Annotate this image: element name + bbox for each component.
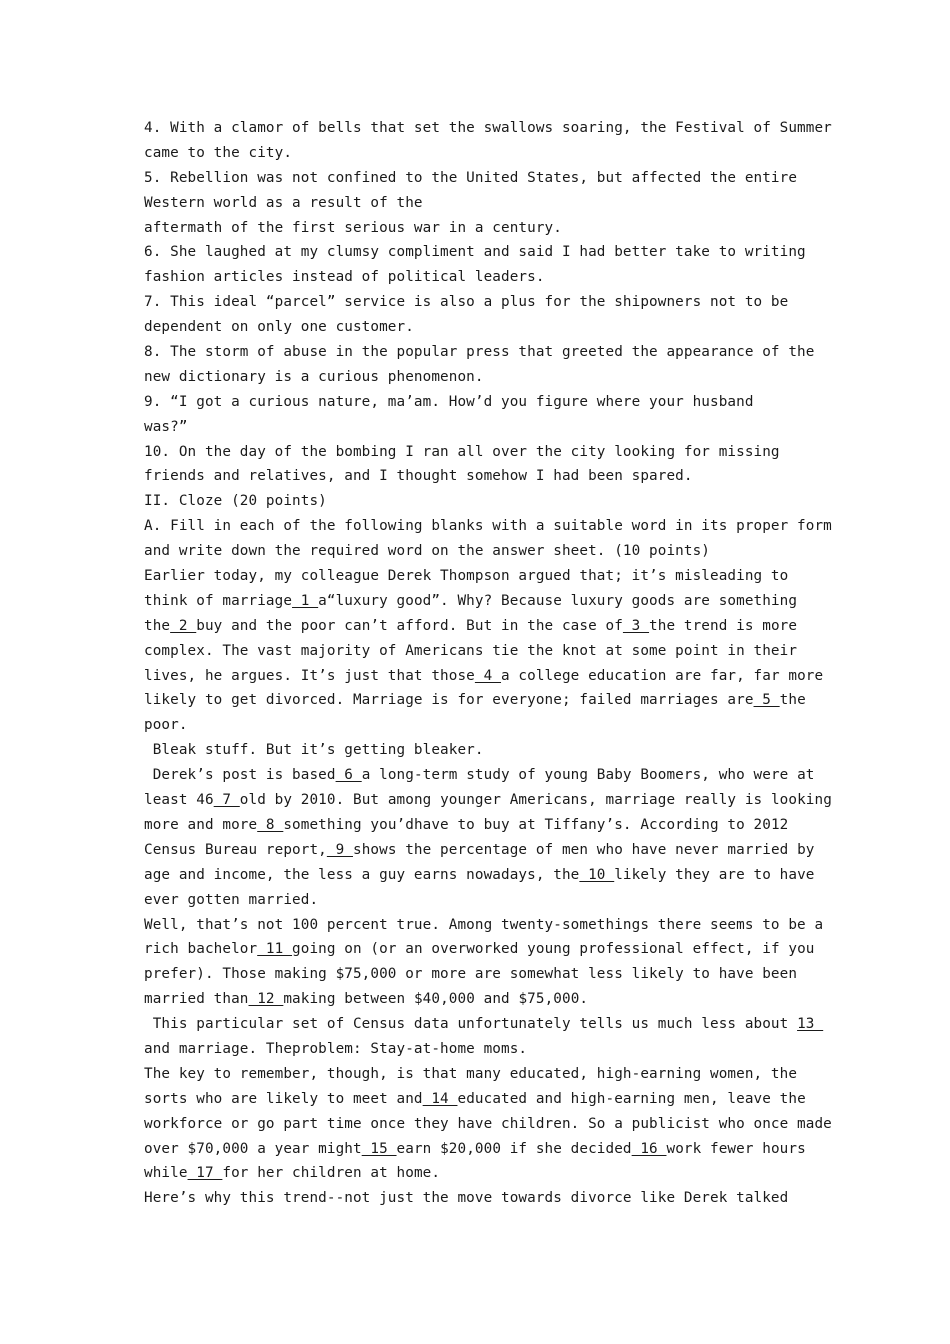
text-line xyxy=(144,937,814,962)
text-line xyxy=(144,390,814,415)
answer-blank: 2 xyxy=(170,617,197,634)
text-line xyxy=(144,315,814,340)
text-line xyxy=(144,141,814,166)
answer-blank: 3 xyxy=(622,617,650,634)
text-segment: The key to remember, though, is that many educated, high-earning women, the xyxy=(144,1065,798,1082)
text-line xyxy=(144,216,814,241)
text-line xyxy=(144,539,814,564)
text-segment: least 46 xyxy=(144,792,214,809)
text-segment: 6. She laughed at my clumsy compliment and said I had better take to writing xyxy=(144,244,806,261)
text-line xyxy=(144,838,814,863)
text-segment: dependent on only one customer. xyxy=(144,319,414,336)
answer-blank: 12 xyxy=(248,991,284,1008)
text-segment: buy and the poor can’t afford. But in the case of xyxy=(196,617,623,634)
text-segment: 10. On the day of the bombing I ran all over the city looking for missing xyxy=(144,443,780,460)
text-segment: friends and relatives, and I thought somehow I had been spared. xyxy=(144,468,693,485)
text-line xyxy=(144,863,814,888)
text-segment: and write down the required word on the answer sheet. (10 points) xyxy=(144,543,710,560)
text-line xyxy=(144,913,824,938)
text-segment: something you’dhave to buy at Tiffany’s. According to 2012 xyxy=(283,816,789,833)
text-segment: Here’s why this trend--not just the move towards divorce like Derek talked xyxy=(144,1190,789,1207)
text-line xyxy=(144,639,814,664)
text-line xyxy=(144,191,814,216)
answer-blank: 4 xyxy=(474,667,502,684)
text-line xyxy=(144,688,814,713)
text-segment: aftermath of the first serious war in a century. xyxy=(144,219,562,236)
text-segment: and marriage. Theproblem: Stay-at-home moms. xyxy=(144,1040,528,1057)
text-segment: ever gotten married. xyxy=(144,891,319,908)
text-segment: over $70,000 a year might xyxy=(144,1140,362,1157)
text-segment: prefer). Those making $75,000 or more are somewhat less likely to have been xyxy=(144,966,798,983)
text-line xyxy=(144,738,814,763)
text-segment: more and more xyxy=(144,816,258,833)
text-line xyxy=(144,464,814,489)
text-segment: think of marriage xyxy=(144,592,293,609)
answer-blank: 14 xyxy=(422,1090,458,1107)
text-segment: II. Cloze (20 points) xyxy=(144,493,327,510)
text-line xyxy=(144,365,814,390)
answer-blank: 13 xyxy=(797,1016,824,1033)
text-line xyxy=(144,265,814,290)
text-line xyxy=(144,1087,814,1112)
text-segment: 5. Rebellion was not confined to the United States, but affected the entire xyxy=(144,169,798,186)
text-line xyxy=(144,1062,814,1087)
text-line xyxy=(144,564,814,589)
text-segment: poor. xyxy=(144,717,188,734)
text-segment: earn $20,000 if she decided xyxy=(396,1140,632,1157)
text-segment: likely they are to have xyxy=(614,866,815,883)
text-segment: age and income, the less a guy earns nowadays, the xyxy=(144,866,580,883)
text-line xyxy=(144,340,814,365)
text-line xyxy=(144,290,814,315)
text-segment: a long-term study of young Baby Boomers, who were at xyxy=(361,767,815,784)
text-segment: 9. “I got a curious nature, ma’am. How’d you figure where your husband xyxy=(144,393,754,410)
answer-blank: 10 xyxy=(579,866,615,883)
text-line xyxy=(144,713,814,738)
text-line xyxy=(144,440,814,465)
text-segment: new dictionary is a curious phenomenon. xyxy=(144,368,484,385)
text-segment: fashion articles instead of political leaders. xyxy=(144,269,545,286)
text-segment: was?” xyxy=(144,418,188,435)
text-segment: educated and high-earning men, leave the xyxy=(457,1090,806,1107)
text-segment: Derek’s post is based xyxy=(144,767,336,784)
document-body xyxy=(144,116,832,1211)
text-segment: A. Fill in each of the following blanks with a suitable word in its proper form xyxy=(144,518,832,535)
text-segment: This particular set of Census data unfortunately tells us much less about xyxy=(144,1016,798,1033)
answer-blank: 6 xyxy=(335,767,362,784)
text-line xyxy=(144,489,814,514)
answer-blank: 17 xyxy=(187,1165,223,1182)
text-segment: Western world as a result of the xyxy=(144,194,423,211)
text-segment: old by 2010. But among younger Americans, marriage really is looking xyxy=(239,792,832,809)
text-segment: 4. With a clamor of bells that set the swallows soaring, the Festival of Summer xyxy=(144,120,832,136)
text-line xyxy=(144,1186,814,1211)
text-line xyxy=(144,240,814,265)
text-line xyxy=(144,1161,814,1186)
text-segment: a college education are far, far more xyxy=(501,667,824,684)
text-segment: 8. The storm of abuse in the popular press that greeted the appearance of the xyxy=(144,344,815,361)
text-line xyxy=(144,614,814,639)
text-line xyxy=(144,987,814,1012)
answer-blank: 5 xyxy=(753,692,780,709)
text-segment: for her children at home. xyxy=(222,1165,441,1182)
answer-blank: 8 xyxy=(257,816,284,833)
text-line xyxy=(144,1037,814,1062)
text-segment: rich bachelor xyxy=(144,941,258,958)
text-line xyxy=(144,1012,824,1037)
answer-blank: 15 xyxy=(361,1140,397,1157)
text-segment: Earlier today, my colleague Derek Thompson argued that; it’s misleading to xyxy=(144,568,789,585)
text-segment: came to the city. xyxy=(144,144,293,161)
text-line xyxy=(144,166,814,191)
text-segment: sorts who are likely to meet and xyxy=(144,1090,423,1107)
text-line xyxy=(144,962,814,987)
text-segment: the xyxy=(779,692,806,709)
text-segment: work fewer hours xyxy=(666,1140,806,1157)
text-line xyxy=(144,514,832,539)
text-line xyxy=(144,888,814,913)
text-line xyxy=(144,813,814,838)
text-segment: Well, that’s not 100 percent true. Among twenty-somethings there seems to be a xyxy=(144,916,824,933)
text-segment: while xyxy=(144,1165,188,1182)
text-line xyxy=(144,116,832,141)
answer-blank: 7 xyxy=(213,792,240,809)
text-line xyxy=(144,1137,814,1162)
text-line xyxy=(144,664,824,689)
text-segment: workforce or go part time once they have children. So a publicist who once made xyxy=(144,1115,832,1132)
text-segment: the trend is more xyxy=(649,617,798,634)
text-line xyxy=(144,763,814,788)
answer-blank: 9 xyxy=(326,841,353,858)
text-line xyxy=(144,589,814,614)
answer-blank: 11 xyxy=(257,941,293,958)
text-segment: going on (or an overworked young professional effect, if you xyxy=(292,941,815,958)
text-segment: married than xyxy=(144,991,249,1008)
text-line xyxy=(144,788,832,813)
text-segment: shows the percentage of men who have never married by xyxy=(352,841,815,858)
text-line xyxy=(144,415,814,440)
text-segment: Census Bureau report, xyxy=(144,841,327,858)
text-segment: complex. The vast majority of Americans tie the knot at some point in their xyxy=(144,642,798,659)
text-segment: lives, he argues. It’s just that those xyxy=(144,667,475,684)
text-segment: the xyxy=(144,617,171,634)
answer-blank: 16 xyxy=(631,1140,667,1157)
text-segment: Bleak stuff. But it’s getting bleaker. xyxy=(144,742,484,759)
text-segment: 7. This ideal “parcel” service is also a plus for the shipowners not to be xyxy=(144,294,789,311)
text-line xyxy=(144,1112,832,1137)
text-segment: a“luxury good”. Why? Because luxury goods are something xyxy=(318,592,798,609)
answer-blank: 1 xyxy=(292,592,319,609)
text-segment: making between $40,000 and $75,000. xyxy=(283,991,589,1008)
text-segment: likely to get divorced. Marriage is for everyone; failed marriages are xyxy=(144,692,754,709)
